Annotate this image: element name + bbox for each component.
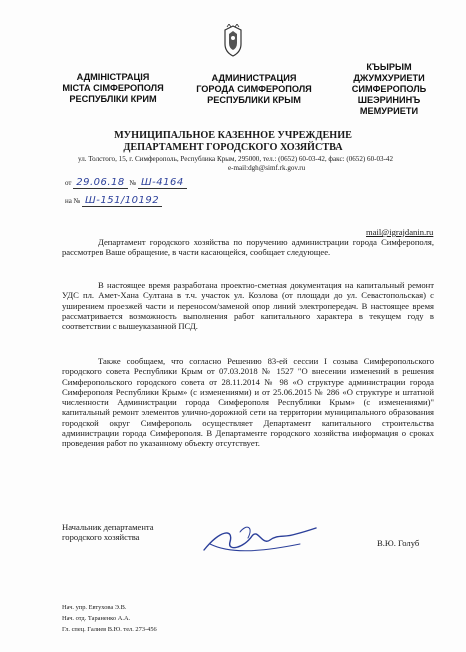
reg-date: 29.06.18 xyxy=(73,177,128,189)
reg-from-label: от xyxy=(65,179,72,187)
handwritten-signature xyxy=(200,520,320,560)
executors-list xyxy=(62,602,157,635)
header-left-line: РЕСПУБЛІКИ КРИМ xyxy=(69,94,157,104)
header-right-line: КЪЫРЫМ xyxy=(366,62,412,72)
executor-line: Нач. отд. Тараненко А.А. xyxy=(62,615,131,622)
header-mid-line: ГОРОДА СИМФЕРОПОЛЯ xyxy=(196,84,312,94)
org-address: ул. Толстого, 15, г. Симферополь, Республика Крым, 295000, тел.: (0652) 60-03-42, факс: (0652) 60-03-42 xyxy=(78,155,394,163)
coat-of-arms-icon xyxy=(221,24,245,58)
body-paragraph-2: В настоящее время разработана проектно-сметная документация на капитальный ремонт УДС пл. Амет-Хана Султана в т.ч. участок ул. Козлова (от площади до ул. Севастопольская) с уширением проезжей части и переносом/заменой опор линий электропередач. В настоящее время рассматривается возможность выполнения работ капитального характера в текущем году в соответствии с вышеуказанной ПСД. xyxy=(62,280,434,332)
body-paragraph-1: Департамент городского хозяйства по поручению администрации города Симферополя, рассмотрев Ваше обращение, в части касающейся, сообщает следующее. xyxy=(62,237,434,258)
signer-title-line2: городского хозяйства xyxy=(62,532,140,543)
header-russian xyxy=(182,73,326,106)
reg-out-number: Ш-4164 xyxy=(138,177,187,189)
org-email: e-mail:dgh@simf.rk.gov.ru xyxy=(228,164,306,172)
outgoing-registration xyxy=(65,177,187,188)
executor-line: Нач. упр. Евтухова Э.В. xyxy=(62,604,127,611)
recipient-email: mail@igrajdanin.ru xyxy=(366,227,434,237)
header-right-line: МЕМУРИЕТИ xyxy=(359,106,419,116)
body-paragraph-3: Также сообщаем, что согласно Решению 83-ей сессии I созыва Симферопольского городского совета Республики Крым от 07.03.2018 № 1527 "О внесении изменений в решения Симферопольского городского совета от 28.11.2014 № 98 «О структуре администрации города Симферополя Республики Крым» (с изменениями) и от 25.06.2015 № 286 «О структуре и штатной численности Администрации города Симферополя Республики Крым» (с изменениями)" капитальный ремонт элементов улично-дорожной сети на территории муниципального образования городской округ Симферополь осуществляет Департамент капитального строительства администрации города Симферополя. В Департаменте городского хозяйства информация о сроках проведения работ по указанному объекту отсутствует. xyxy=(62,356,434,449)
header-mid-line: АДМИНИСТРАЦИЯ xyxy=(211,73,297,83)
org-name-line1: МУНИЦИПАЛЬНОЕ КАЗЕННОЕ УЧРЕЖДЕНИЕ xyxy=(114,130,352,141)
header-left-line: МІСТА СІМФЕРОПОЛЯ xyxy=(62,83,164,93)
executor-line: Гл. спец. Галиев В.Ю. тел. 273-456 xyxy=(62,626,157,633)
org-name-line2: ДЕПАРТАМЕНТ ГОРОДСКОГО ХОЗЯЙСТВА xyxy=(123,142,343,153)
reg-no-label: № xyxy=(129,179,137,187)
header-left-line: АДМІНІСТРАЦІЯ xyxy=(76,72,150,82)
incoming-registration xyxy=(65,195,162,206)
signer-title-line1: Начальник департамента xyxy=(62,522,154,532)
header-right-line: ШЕЭРИНИНЪ xyxy=(357,95,421,105)
header-right-line: СИМФЕРОПОЛЬ xyxy=(351,84,427,94)
signer-title xyxy=(62,522,154,543)
header-crimean-tatar xyxy=(334,62,444,117)
reg-in-label: на № xyxy=(65,197,81,205)
signer-name: В.Ю. Голуб xyxy=(377,538,420,548)
header-mid-line: РЕСПУБЛИКИ КРЫМ xyxy=(207,95,301,105)
header-ukrainian xyxy=(54,72,172,105)
header-right-line: ДЖУМХУРИЕТИ xyxy=(353,73,425,83)
reg-in-number: Ш-151/10192 xyxy=(82,195,162,207)
